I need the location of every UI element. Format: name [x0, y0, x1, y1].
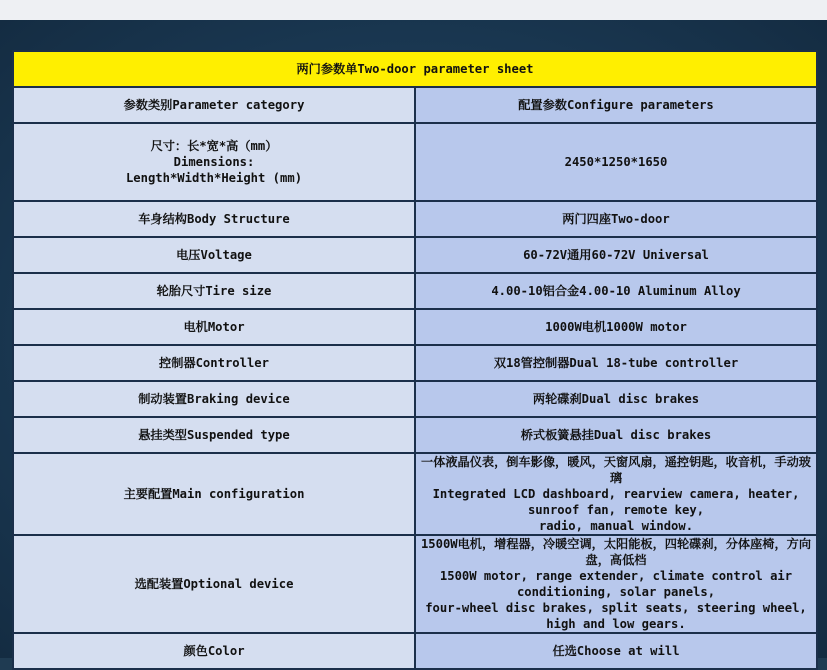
parameter-label: [13, 381, 415, 417]
value-line: 双18管控制器Dual 18-tube controller: [493, 356, 739, 370]
parameter-value: [415, 273, 817, 309]
label-line: 电机Motor: [183, 320, 245, 334]
value-line: 任选Choose at will: [552, 644, 680, 658]
parameter-label: [13, 345, 415, 381]
parameter-value: [415, 309, 817, 345]
parameter-label: [13, 87, 415, 123]
value-line: 一体液晶仪表，倒车影像，暖风，天窗风扇，遥控钥匙，收音机，手动玻璃: [421, 455, 811, 485]
parameter-label: [13, 237, 415, 273]
table-row: [13, 123, 817, 201]
label-line: 参数类别Parameter category: [123, 98, 305, 112]
label-line: 车身结构Body Structure: [138, 212, 290, 226]
sheet-title: 两门参数单Two-door parameter sheet: [13, 51, 817, 87]
label-line: 选配装置Optional device: [134, 577, 294, 591]
value-line: 桥式板簧悬挂Dual disc brakes: [520, 428, 712, 442]
label-line: 悬挂类型Suspended type: [138, 428, 290, 442]
parameter-label: [13, 201, 415, 237]
value-line: 60-72V通用60-72V Universal: [523, 248, 709, 262]
parameter-label: [13, 453, 415, 535]
value-line: 2450*1250*1650: [564, 155, 668, 169]
table-row: [13, 345, 817, 381]
table-row: [13, 87, 817, 123]
value-line: 1500W电机，增程器，冷暖空调，太阳能板，四轮碟刹，分体座椅，方向盘，高低档: [420, 537, 812, 567]
table-row: [13, 535, 817, 633]
value-line: four-wheel disc brakes, split seats, steering wheel, high and low gears.: [425, 601, 807, 631]
table-row: [13, 453, 817, 535]
parameter-table: [12, 50, 818, 670]
table-row: [13, 309, 817, 345]
parameter-label: [13, 633, 415, 669]
label-line: 轮胎尺寸Tire size: [156, 284, 272, 298]
table-row: [13, 273, 817, 309]
parameter-value: [415, 633, 817, 669]
parameter-value: [415, 453, 817, 535]
table-row: [13, 201, 817, 237]
value-line: 配置参数Configure parameters: [518, 98, 714, 112]
parameter-value: [415, 417, 817, 453]
top-bar: [0, 0, 827, 20]
parameter-label: [13, 309, 415, 345]
label-line: Dimensions:: [173, 155, 255, 169]
label-line: Length*Width*Height (mm): [125, 171, 303, 185]
parameter-value: [415, 345, 817, 381]
parameter-value: [415, 381, 817, 417]
parameter-value: [415, 123, 817, 201]
label-line: 颜色Color: [183, 644, 245, 658]
label-line: 制动装置Braking device: [138, 392, 290, 406]
value-line: 两门四座Two-door: [562, 212, 670, 226]
parameter-value: [415, 201, 817, 237]
table-row: [13, 633, 817, 669]
parameter-label: [13, 417, 415, 453]
parameter-label: [13, 535, 415, 633]
table-row: [13, 381, 817, 417]
value-line: Integrated LCD dashboard, rearview camera, heater, sunroof fan, remote key,: [432, 487, 800, 517]
parameter-label: [13, 123, 415, 201]
label-line: 控制器Controller: [159, 356, 269, 370]
label-line: 尺寸：长*宽*高（mm）: [150, 139, 278, 153]
table-row: [13, 417, 817, 453]
parameter-value: [415, 535, 817, 633]
value-line: 1000W电机1000W motor: [545, 320, 687, 334]
slide-frame: [0, 20, 827, 658]
value-line: 两轮碟刹Dual disc brakes: [532, 392, 700, 406]
value-line: radio, manual window.: [538, 519, 694, 533]
table-row: [13, 237, 817, 273]
parameter-value: [415, 237, 817, 273]
parameter-label: [13, 273, 415, 309]
parameter-value: [415, 87, 817, 123]
value-line: 4.00-10铝合金4.00-10 Aluminum Alloy: [491, 284, 741, 298]
label-line: 主要配置Main configuration: [123, 487, 305, 501]
value-line: 1500W motor, range extender, climate control air conditioning, solar panels,: [439, 569, 793, 599]
label-line: 电压Voltage: [176, 248, 252, 262]
